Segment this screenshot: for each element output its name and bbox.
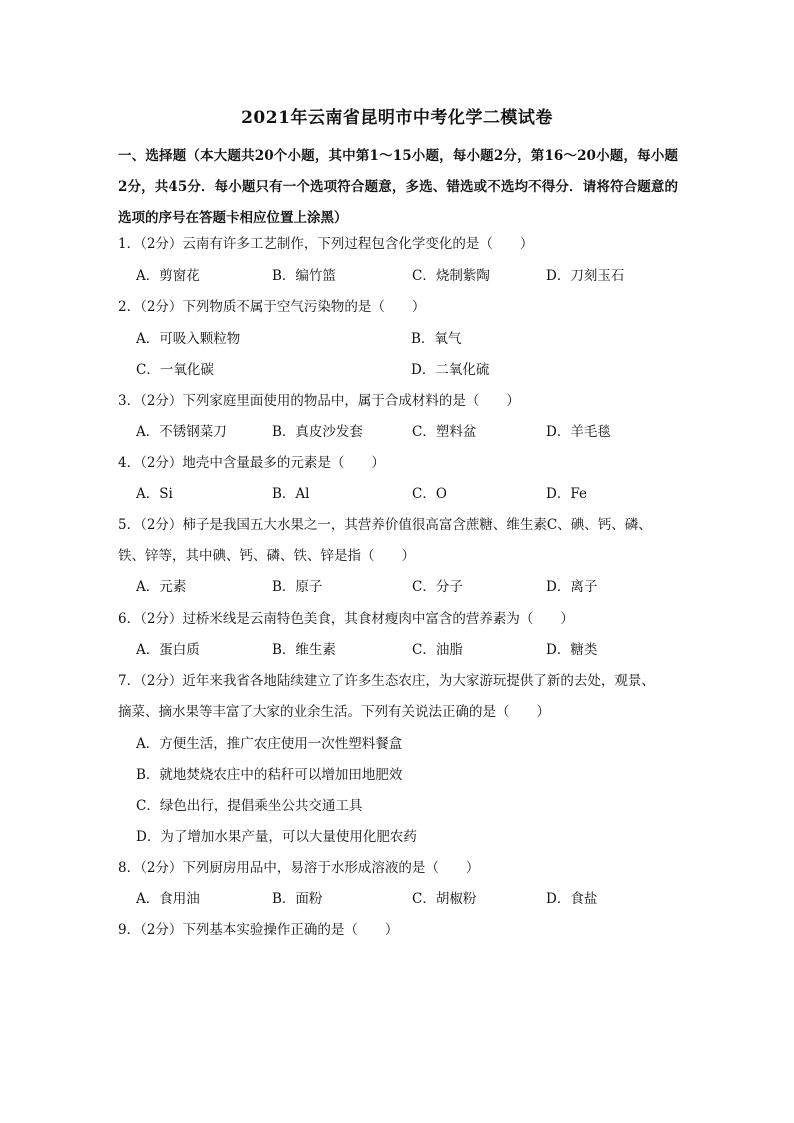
question-1-option-d: D．刀刻玉石 [546, 268, 625, 284]
question-3-option-b: B．真皮沙发套 [272, 424, 363, 440]
question-1-option-c: C．烧制紫陶 [412, 268, 490, 284]
question-7-stem: 摘菜、摘水果等丰富了大家的业余生活。下列有关说法正确的是（ ） [118, 704, 550, 720]
question-3-stem: 3．（2分）下列家庭里面使用的物品中，属于合成材料的是（ ） [118, 393, 520, 409]
question-7-option-c: C．绿色出行，提倡乘坐公共交通工具 [136, 798, 363, 814]
question-7-option-d: D．为了增加水果产量，可以大量使用化肥农药 [136, 829, 417, 845]
question-1-stem: 1．（2分）云南有许多工艺制作，下列过程包含化学变化的是（ ） [118, 236, 534, 252]
question-1-option-a: A．剪窗花 [136, 268, 200, 284]
question-5-stem: 5．（2分）柿子是我国五大水果之一，其营养价值很高富含蔗糖、维生素C、碘、钙、磷、 [118, 517, 652, 533]
question-4-stem: 4．（2分）地壳中含量最多的元素是（ ） [118, 455, 385, 471]
question-8-option-a: A．食用油 [136, 891, 200, 907]
question-3-option-c: C．塑料盆 [412, 424, 477, 440]
question-6-option-d: D．糖类 [546, 642, 598, 658]
page-title: 2021年云南省昆明市中考化学二模试卷 [241, 108, 553, 128]
question-4-option-c: C．O [412, 486, 447, 502]
question-5-option-d: D．离子 [546, 579, 598, 595]
question-5-option-b: B．原子 [272, 579, 323, 595]
question-8-option-c: C．胡椒粉 [412, 891, 477, 907]
question-7-stem: 7．（2分）近年来我省各地陆续建立了许多生态农庄，为大家游玩提供了新的去处，观景、 [118, 673, 655, 689]
question-2-option-d: D．二氧化硫 [411, 362, 490, 378]
question-8-stem: 8．（2分）下列厨房用品中，易溶于水形成溶液的是（ ） [118, 860, 480, 876]
question-8-option-d: D．食盐 [546, 891, 598, 907]
question-5-option-a: A．元素 [136, 579, 187, 595]
question-4-option-a: A．Si [136, 486, 173, 502]
question-2-option-c: C．一氧化碳 [136, 362, 214, 378]
question-1-option-b: B．编竹篮 [272, 268, 336, 284]
question-7-option-a: A．方便生活，推广农庄使用一次性塑料餐盒 [136, 736, 403, 752]
question-6-stem: 6．（2分）过桥米线是云南特色美食，其食材瘦肉中富含的营养素为（ ） [118, 611, 574, 627]
question-7-option-b: B．就地焚烧农庄中的秸秆可以增加田地肥效 [136, 767, 403, 783]
question-3-option-a: A．不锈钢菜刀 [136, 424, 227, 440]
question-3-option-d: D．羊毛毯 [546, 424, 611, 440]
question-6-option-b: B．维生素 [272, 642, 336, 658]
question-2-stem: 2．（2分）下列物质不属于空气污染物的是（ ） [118, 299, 426, 315]
question-6-option-a: A．蛋白质 [136, 642, 200, 658]
question-5-option-c: C．分子 [412, 579, 463, 595]
question-6-option-c: C．油脂 [412, 642, 463, 658]
question-2-option-a: A．可吸入颗粒物 [136, 331, 241, 347]
question-4-option-d: D．Fe [546, 486, 587, 502]
question-9-stem: 9．（2分）下列基本实验操作正确的是（ ） [118, 922, 399, 938]
question-4-option-b: B．Al [272, 486, 310, 502]
question-2-option-b: B．氧气 [411, 331, 462, 347]
question-8-option-b: B．面粉 [272, 891, 323, 907]
question-5-stem: 铁、锌等，其中碘、钙、磷、铁、锌是指（ ） [118, 548, 415, 564]
section-heading: 一、选择题（本大题共20个小题，其中第1～15小题，每小题2分，第16～20小题，每小题2分，共45分．每小题只有一个选项符合题意，多选、错选或不选均不得分．请将符合题意的选项的序号在答题卡相应位置上涂黑） [118, 148, 678, 226]
